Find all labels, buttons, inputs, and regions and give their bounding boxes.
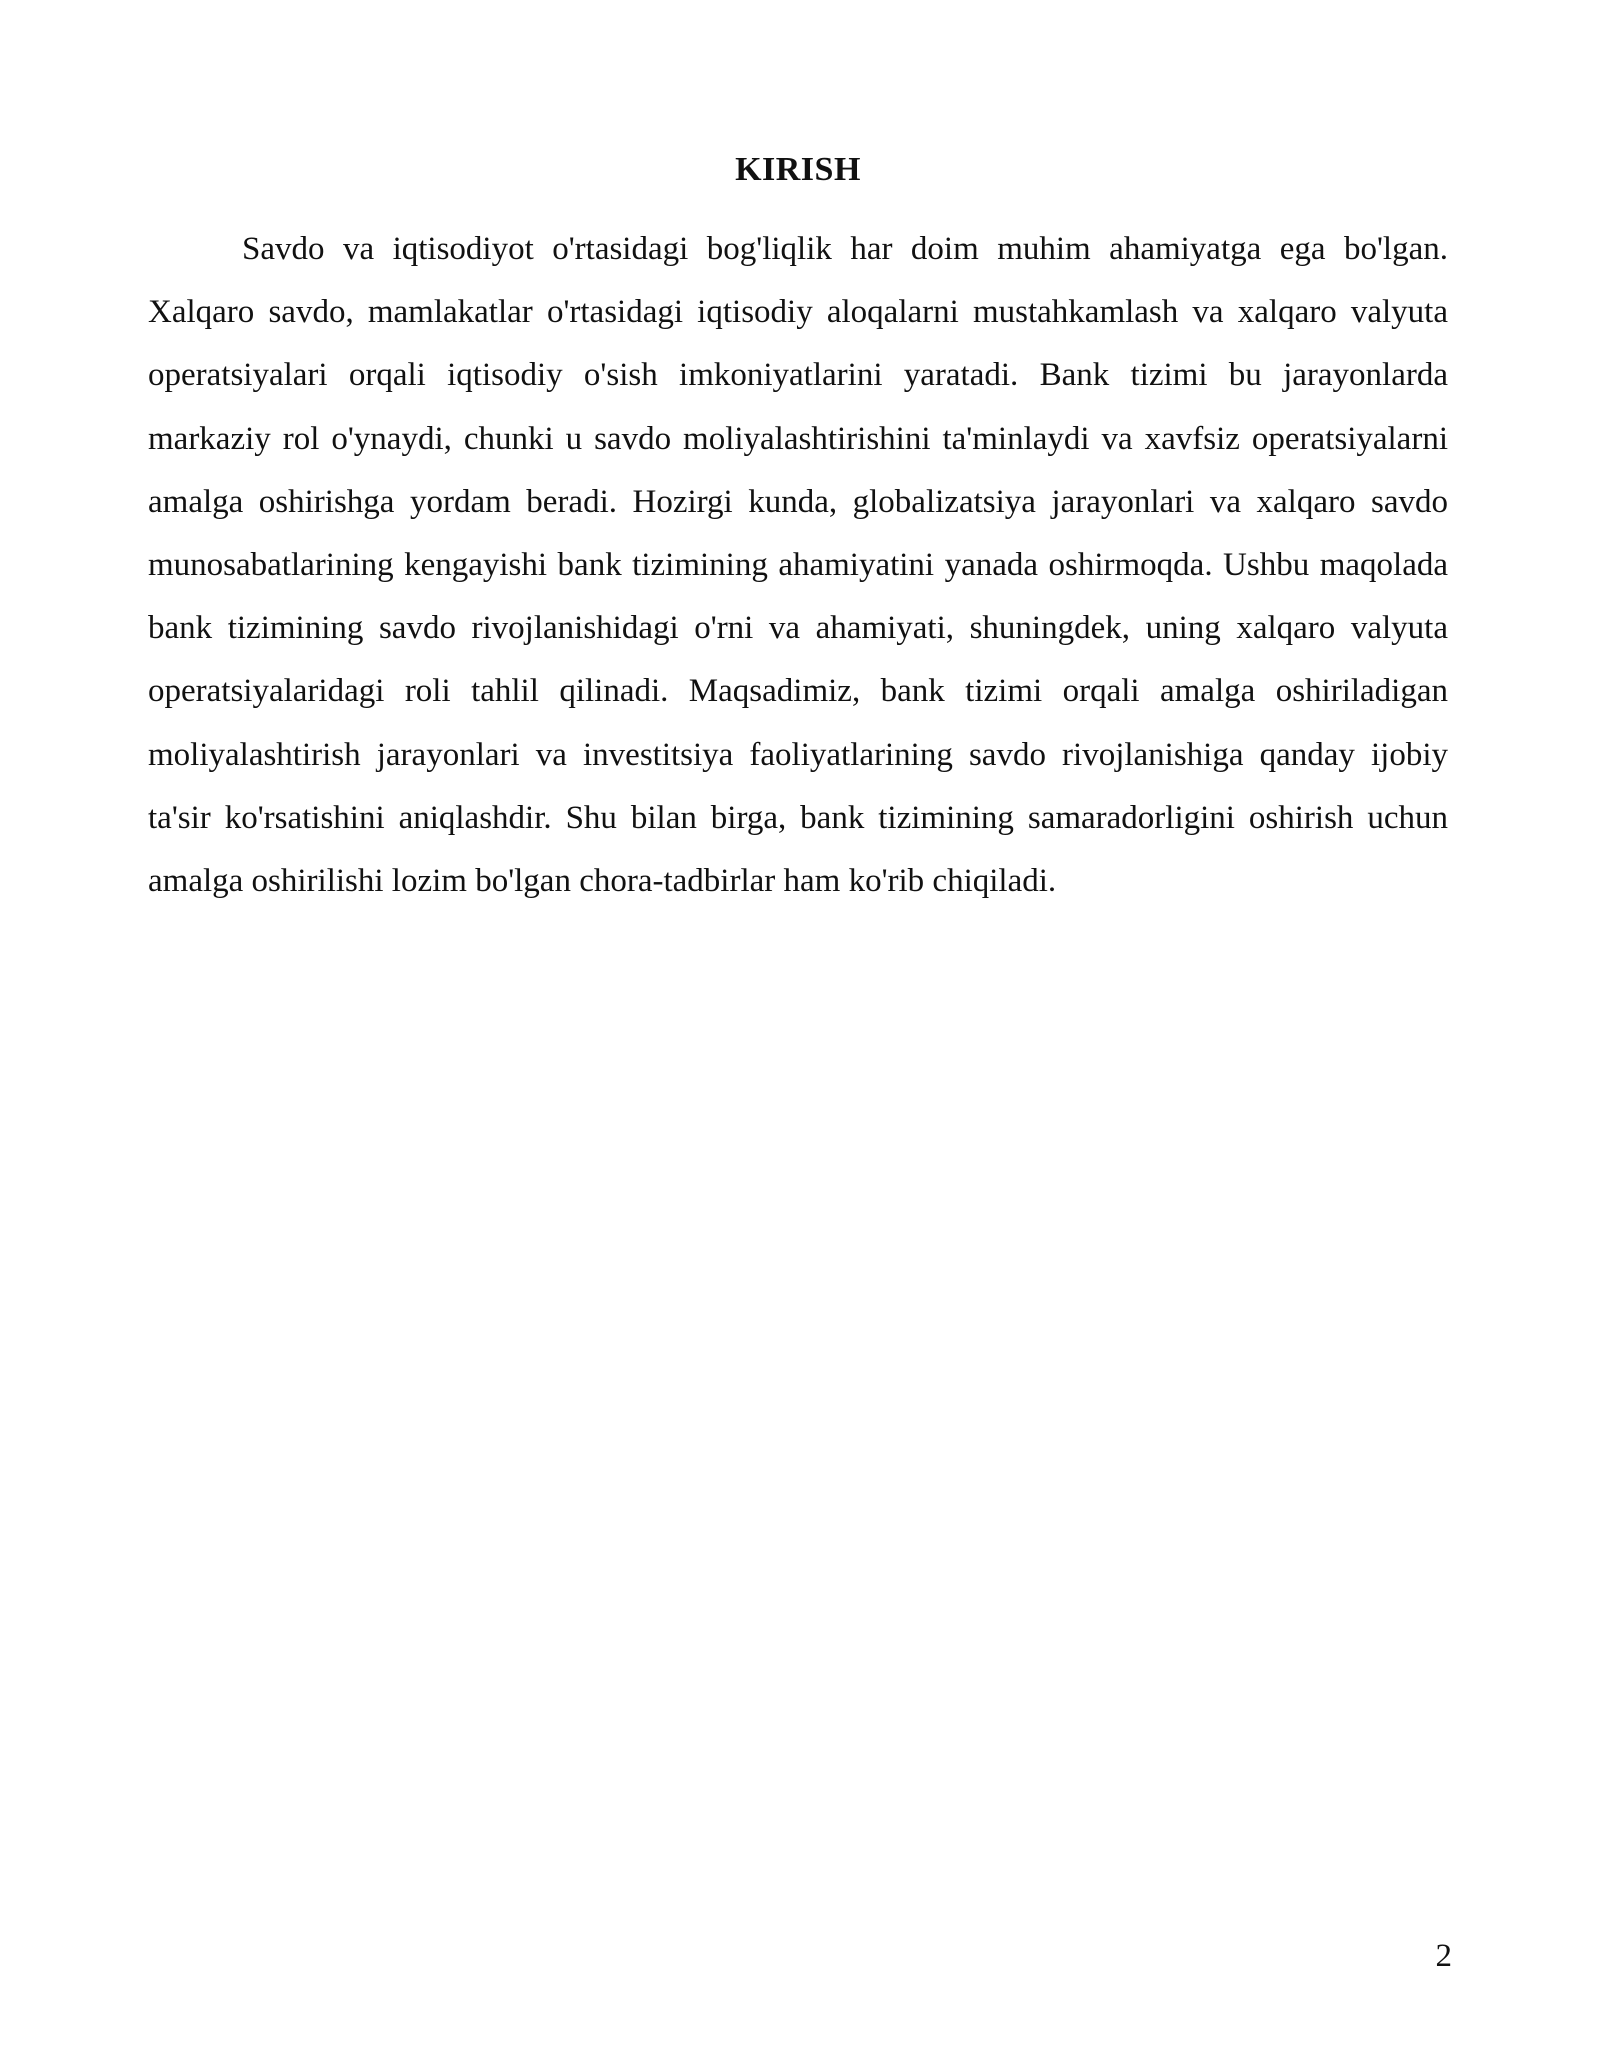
page-number: 2 [1435, 1938, 1452, 1974]
body-paragraph: Savdo va iqtisodiyot o'rtasidagi bog'liqlik har doim muhim ahamiyatga ega bo'lgan. Xalqaro savdo, mamlakatlar o'rtasidagi iqtisodiy aloqalarni mustahkamlash va xalqaro valyuta operatsiyalari orqali iqtisodiy o'sish imkoniyatlarini yaratadi. Bank tizimi bu jarayonlarda markaziy rol o'ynaydi, chunki u savdo moliyalashtirishini ta'minlaydi va xavfsiz operatsiyalarni amalga oshirishga yordam beradi. Hozirgi kunda, globalizatsiya jarayonlari va xalqaro savdo munosabatlarining kengayishi bank tizimining ahamiyatini yanada oshirmoqda. Ushbu maqolada bank tizimining savdo rivojlanishidagi o'rni va ahamiyati, shuningdek, uning xalqaro valyuta operatsiyalaridagi roli tahlil qilinadi. Maqsadimiz, bank tizimi orqali amalga oshiriladigan moliyalashtirish jarayonlari va investitsiya faoliyatlarining savdo rivojlanishiga qanday ijobiy ta'sir ko'rsatishini aniqlashdir. Shu bilan birga, bank tizimining samaradorligini oshirish uchun amalga oshirilishi lozim bo'lgan chora-tadbirlar ham ko'rib chiqiladi. [148, 231, 1448, 900]
section-heading: KIRISH [735, 151, 861, 188]
